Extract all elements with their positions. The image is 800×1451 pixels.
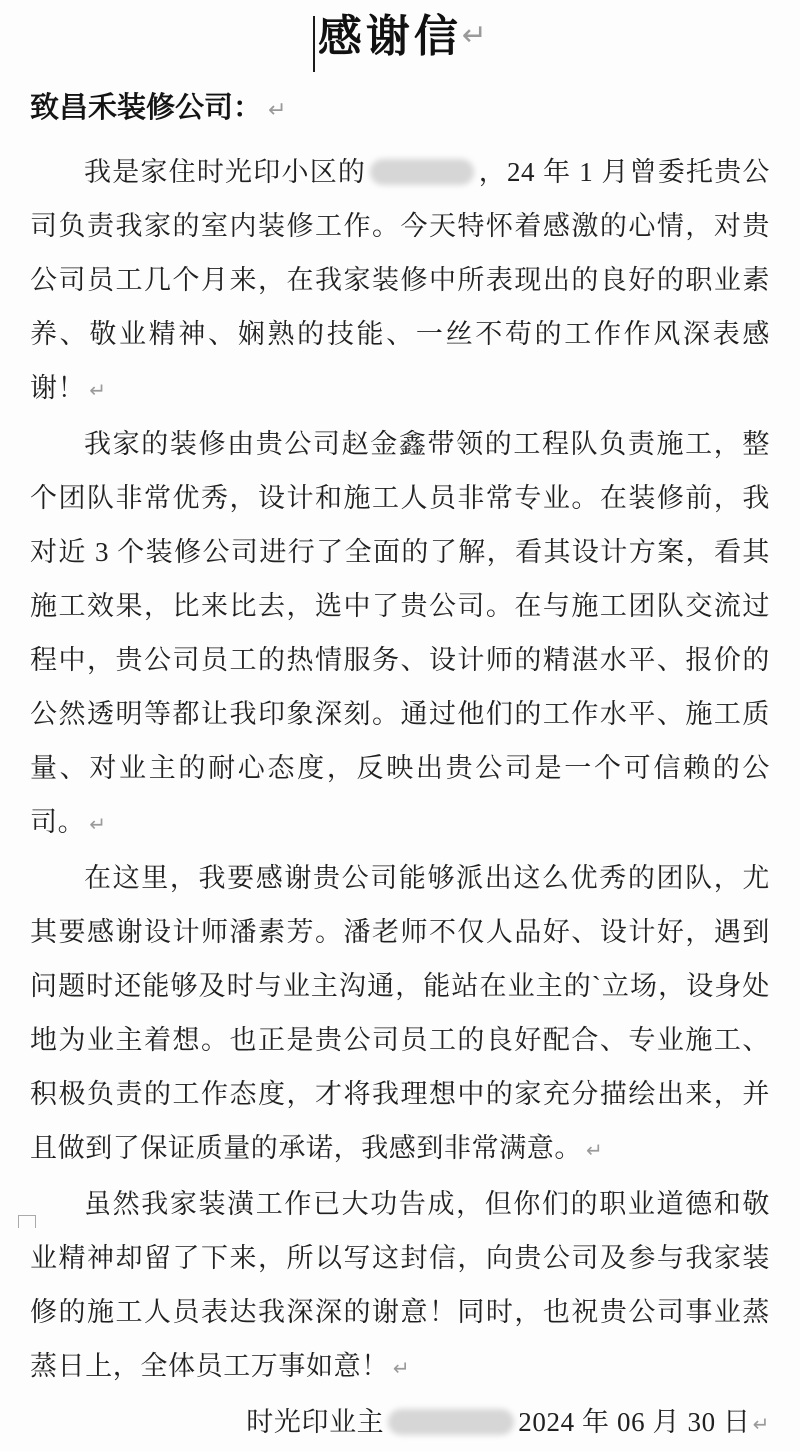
paragraph-2[interactable] <box>30 417 770 851</box>
document-title[interactable]: 感谢信 <box>317 12 462 61</box>
paragraph-1-text-pre: 我是家住时光印小区的 <box>84 157 367 187</box>
letter-body <box>30 145 770 1451</box>
paragraph-3-text: 在这里，我要感谢贵公司能够派出这么优秀的团队，尤其要感谢设计师潘素芳。潘老师不仅人品好、设计好，遇到问题时还能够及时与业主沟通，能站在业主的`立场，设身处地为业主着想。也正是贵公司员工的良好配合、专业施工、积极负责的工作态度，才将我理想中的家充分描绘出来，并且做到了保证质量的承诺，我感到非常满意。 <box>30 863 770 1163</box>
paragraph-mark-icon: ↵ <box>586 1138 604 1162</box>
signature-owner-text: 时光印业主 <box>246 1407 385 1437</box>
paragraph-2-text: 我家的装修由贵公司赵金鑫带领的工程队负责施工，整个团队非常优秀，设计和施工人员非常专业。在装修前，我对近 3 个装修公司进行了全面的了解，看其设计方案，看其施工效果，比来比去，选中了贵公司。在与施工团队交流过程中，贵公司员工的热情服务、设计师的精湛水平、报价的公然透明等都让我印象深刻。通过他们的工作水平、施工质量、对业主的耐心态度，反映出贵公司是一个可信赖的公司。 <box>30 429 770 837</box>
paragraph-1[interactable] <box>30 145 770 417</box>
redaction-blur <box>388 1409 514 1435</box>
paragraph-1-text-post: ，24 年 1 月曾委托贵公司负责我家的室内装修工作。今天特怀着感激的心情，对贵公司员工几个月来，在我家装修中所表现出的良好的职业素养、敬业精神、娴熟的技能、一丝不苟的工作作风深表感谢！ <box>30 157 771 403</box>
paragraph-mark-icon: ↵ <box>89 812 107 836</box>
document-title-row <box>30 4 770 70</box>
paragraph-4[interactable] <box>30 1177 770 1395</box>
paragraph-4-text: 虽然我家装潢工作已大功告成，但你们的职业道德和敬业精神却留了下来，所以写这封信，向贵公司及参与我家装修的施工人员表达我深深的谢意！同时，也祝贵公司事业蒸蒸日上，全体员工万事如意！ <box>30 1189 770 1381</box>
signature-line[interactable] <box>30 1395 770 1451</box>
signature-date-text: 2024 年 06 月 30 日 <box>518 1407 751 1437</box>
salutation-text: 致昌禾装修公司： <box>30 92 263 124</box>
text-boundary-corner-icon <box>18 1215 36 1228</box>
redaction-blur <box>370 159 474 185</box>
paragraph-mark-icon: ↵ <box>461 18 488 53</box>
paragraph-3[interactable] <box>30 851 770 1177</box>
paragraph-mark-icon: ↵ <box>89 378 107 402</box>
paragraph-mark-icon: ↵ <box>392 1356 411 1380</box>
paragraph-mark-icon: ↵ <box>268 98 287 123</box>
salutation-line[interactable] <box>30 88 770 131</box>
paragraph-mark-icon: ↵ <box>752 1412 770 1436</box>
text-cursor <box>313 16 315 72</box>
